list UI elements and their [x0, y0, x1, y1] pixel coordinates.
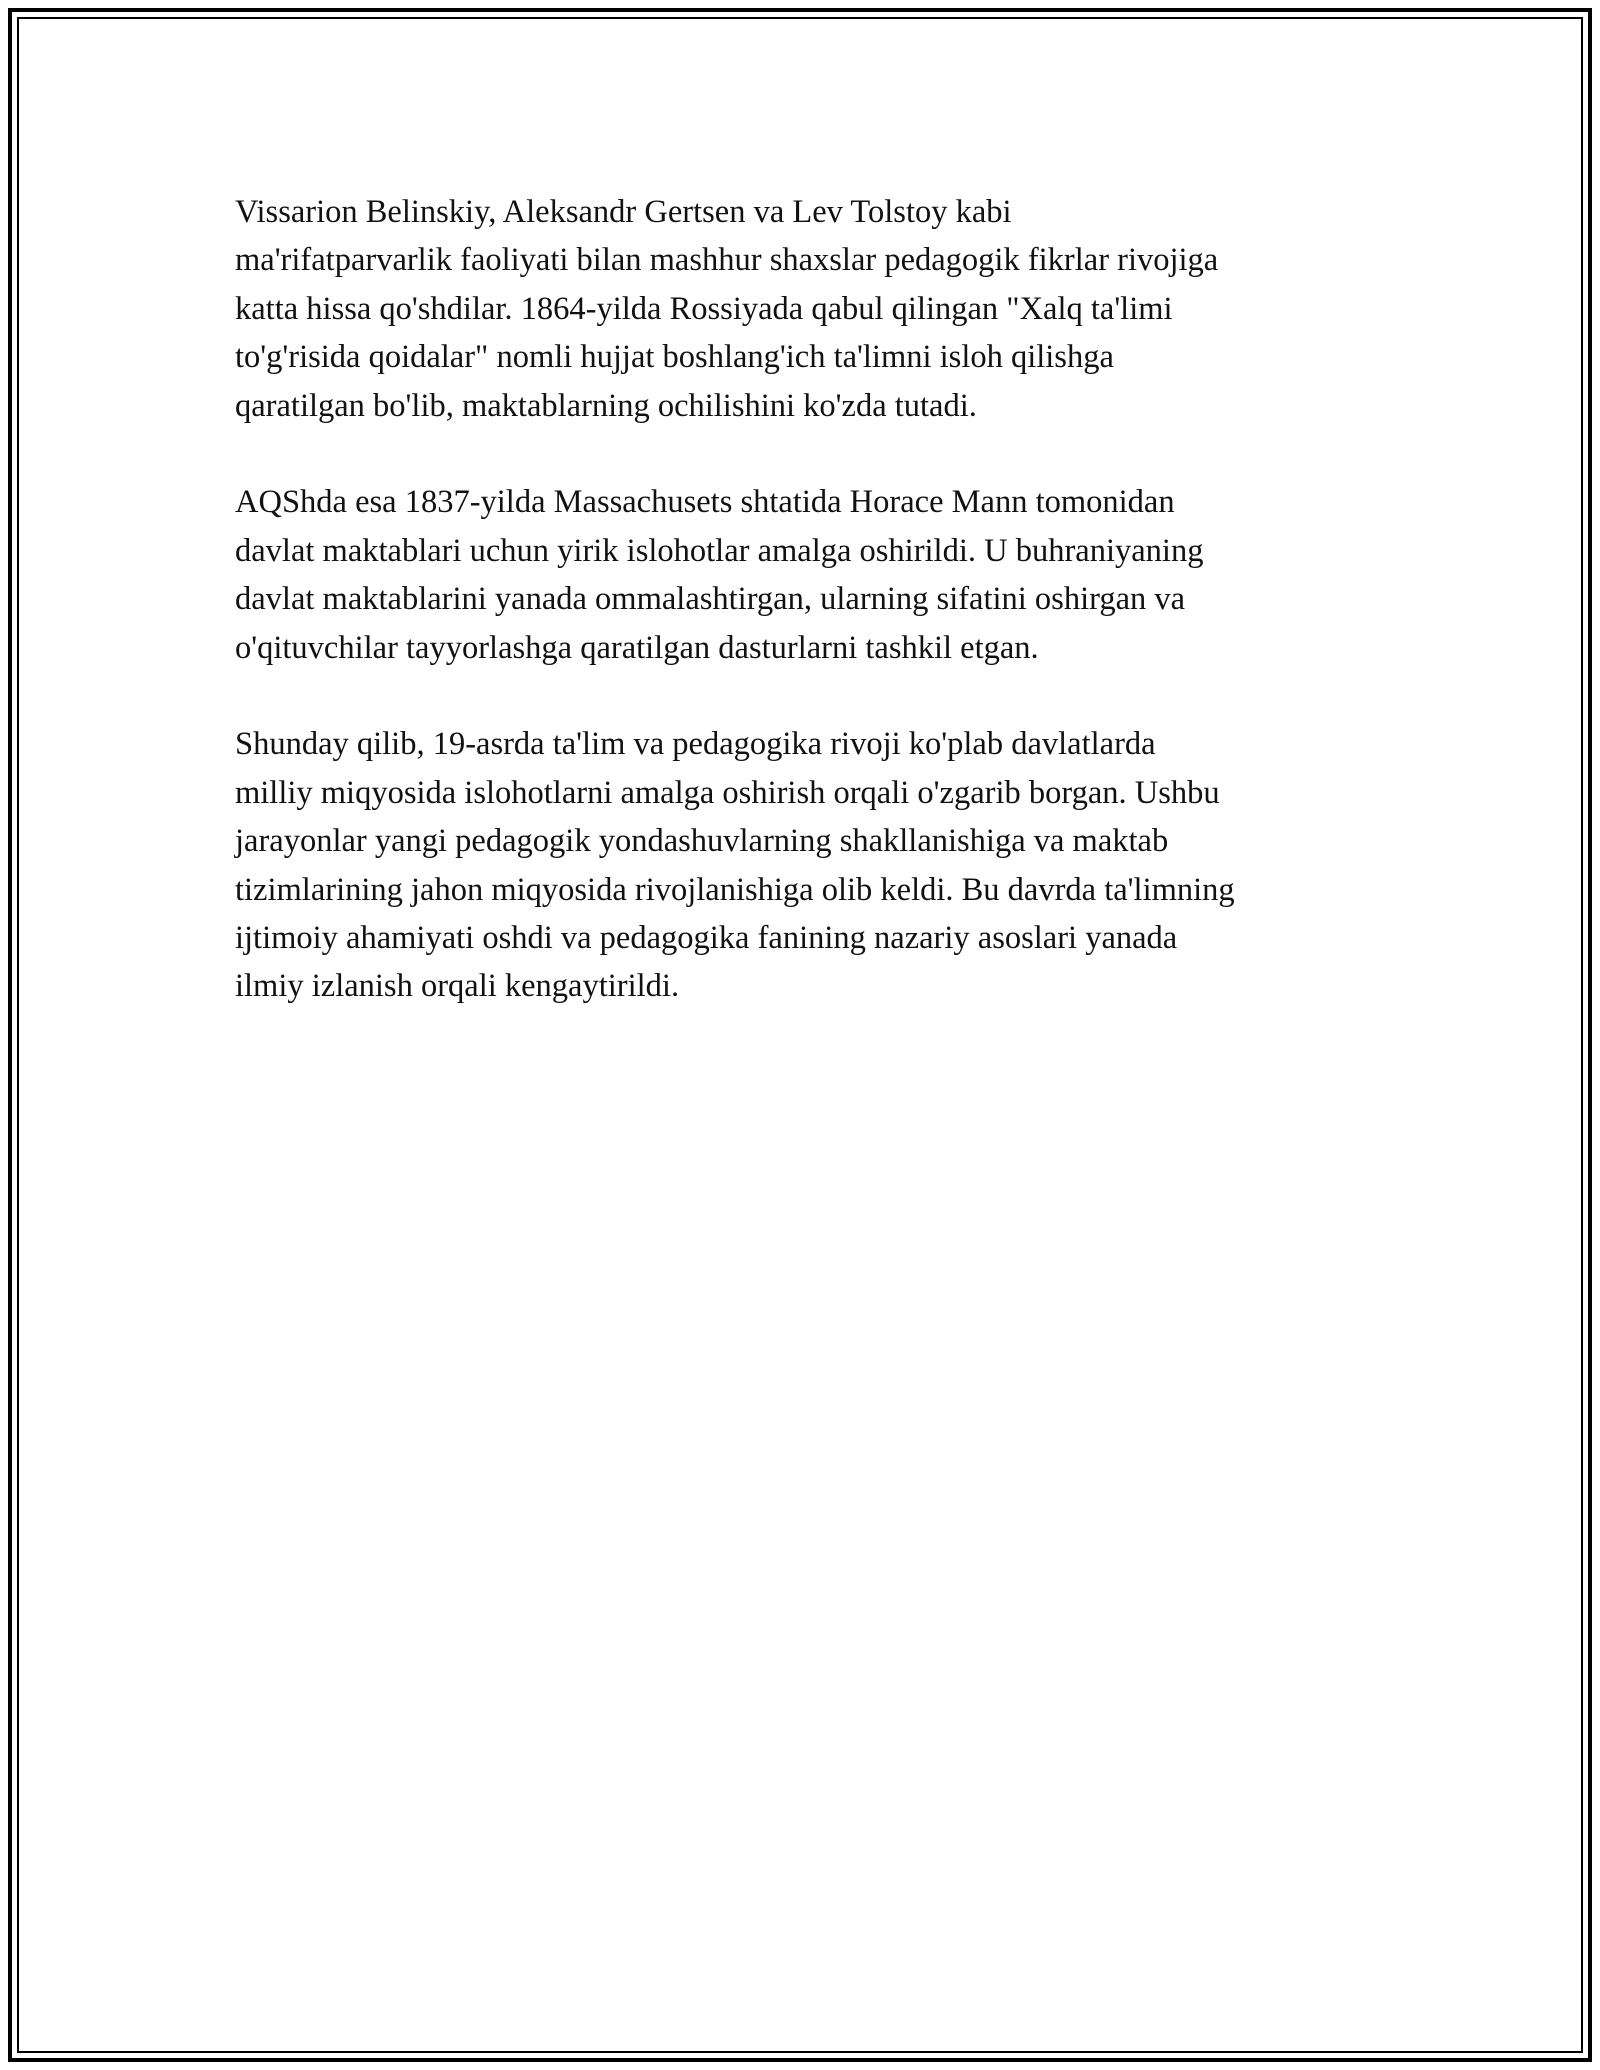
text-line: o'qituvchilar tayyorlashga qaratilgan dasturlarni tashkil etgan.: [235, 629, 1039, 666]
text-line: ma'rifatparvarlik faoliyati bilan mashhur shaxslar pedagogik fikrlar rivojiga: [235, 242, 1219, 279]
text-line: AQShda esa 1837-yilda Massachusets shtatida Horace Mann tomonidan: [235, 484, 1175, 521]
text-line: davlat maktablari uchun yirik islohotlar amalga oshirildi. U buhraniyaning: [235, 532, 1204, 569]
text-line: jarayonlar yangi pedagogik yondashuvlarning shakllanishiga va maktab: [235, 823, 1169, 860]
text-line: tizimlarining jahon miqyosida rivojlanishiga olib keldi. Bu davrda ta'limning: [235, 871, 1235, 908]
text-line: Vissarion Belinskiy, Aleksandr Gertsen va Lev Tolstoy kabi: [235, 194, 1012, 230]
text-line: davlat maktablarini yanada ommalashtirgan, ularning sifatini oshirgan va: [235, 581, 1186, 618]
text-line: milliy miqyosida islohotlarni amalga oshirish orqali o'zgarib borgan. Ushbu: [235, 774, 1220, 811]
text-line: katta hissa qo'shdilar. 1864-yilda Rossiyada qabul qilingan "Xalq ta'limi: [235, 290, 1173, 327]
text-line: ilmiy izlanish orqali kengaytirildi.: [235, 968, 680, 1005]
text-line: qaratilgan bo'lib, maktablarning ochilishini ko'zda tutadi.: [235, 387, 977, 424]
text-line: to'g'risida qoidalar" nomli hujjat boshlang'ich ta'limni isloh qilishga: [235, 339, 1114, 376]
paragraph-1: [235, 188, 1395, 430]
paragraph-2: [235, 478, 1395, 672]
text-line: ijtimoiy ahamiyati oshdi va pedagogika fanining nazariy asoslari yanada: [235, 920, 1178, 957]
paragraph-3: [235, 720, 1395, 1010]
document-body: [235, 188, 1395, 1059]
text-line: Shunday qilib, 19-asrda ta'lim va pedagogika rivoji ko'plab davlatlarda: [235, 726, 1156, 763]
